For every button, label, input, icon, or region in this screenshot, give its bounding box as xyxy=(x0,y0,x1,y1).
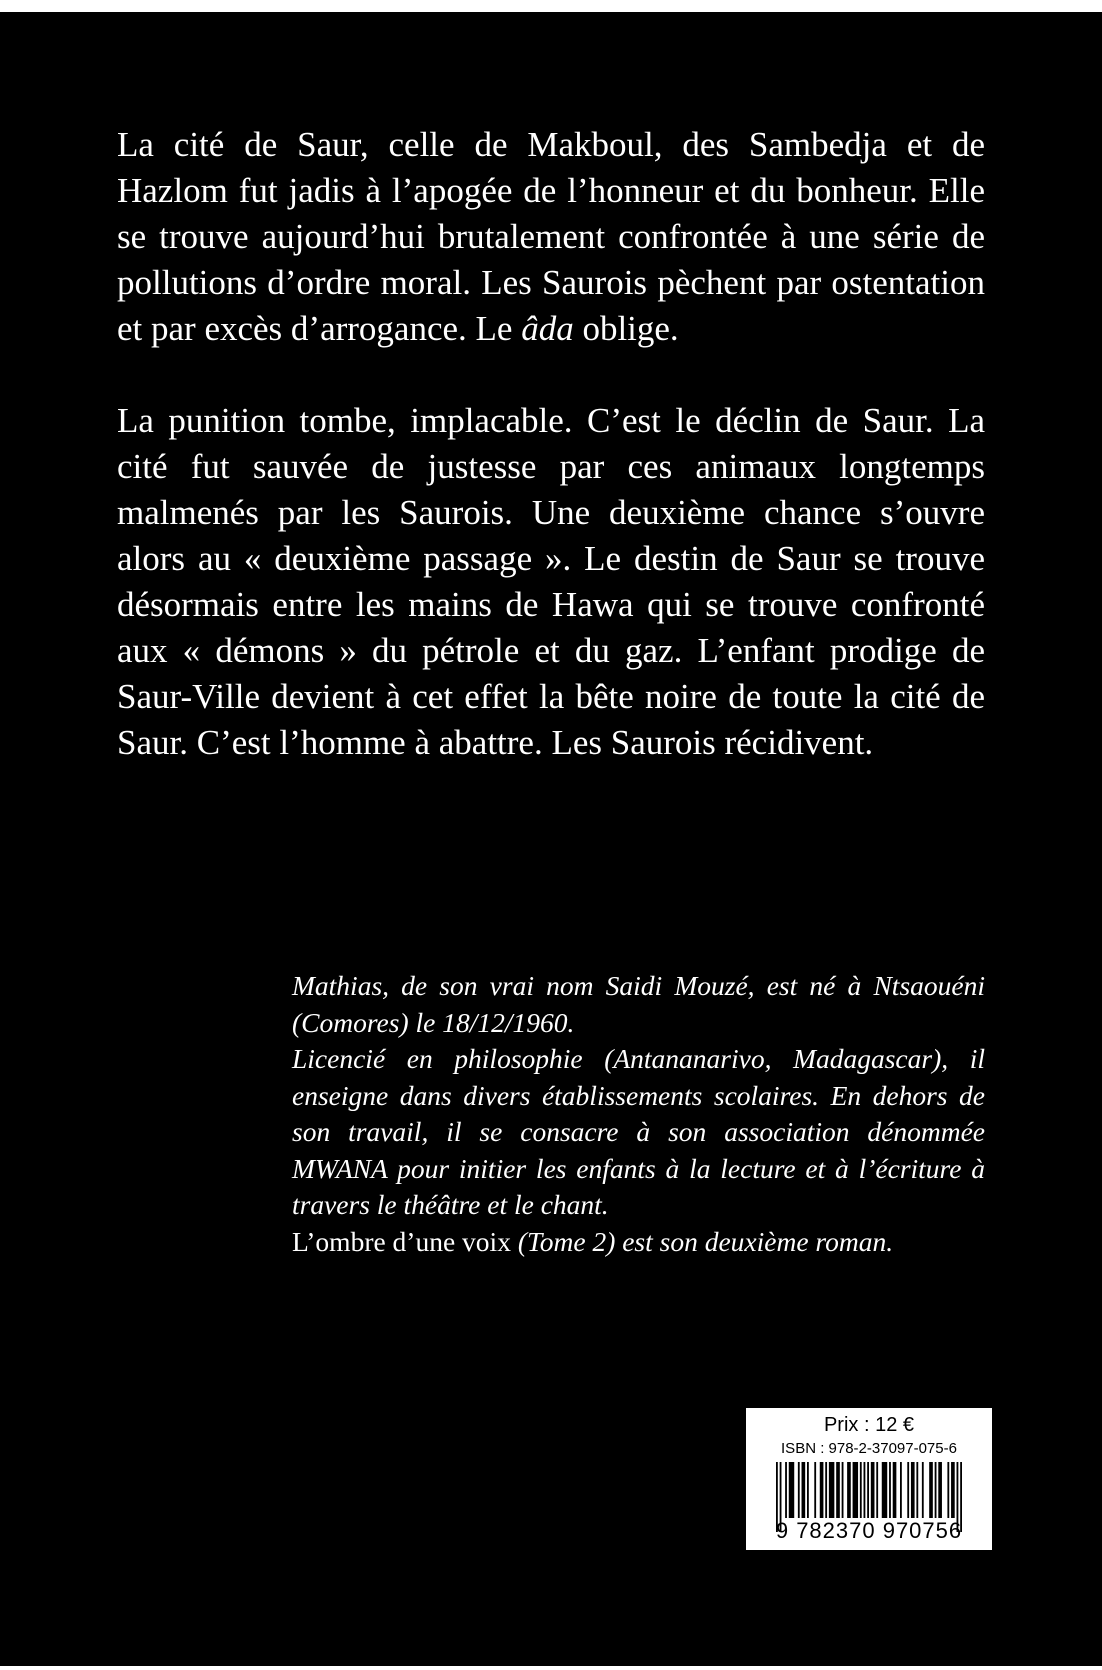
barcode-bar xyxy=(798,1462,800,1518)
barcode-bar xyxy=(860,1462,862,1518)
barcode-bar xyxy=(882,1462,887,1518)
synopsis-p1-text: La cité de Saur, celle de Makboul, des Sambedja et de Hazlom fut jadis à l’apogée de l’honneur et du bonheur. Elle se trouve aujourd’hui brutalement confrontée à une série de pollutions d’ordre moral. Les Saurois pèchent par ostentation et par excès d’arrogance. Le xyxy=(117,125,985,348)
barcode-bar xyxy=(893,1462,897,1518)
barcode-bar xyxy=(825,1462,827,1518)
price-label: Prix : 12 € xyxy=(823,1414,915,1436)
barcode-bar xyxy=(829,1462,834,1518)
barcode-bar xyxy=(785,1462,787,1518)
author-bio xyxy=(292,968,985,1260)
barcode-bar xyxy=(867,1462,869,1518)
barcode-bar xyxy=(802,1462,806,1518)
barcode-bar xyxy=(853,1462,858,1518)
barcode-bar xyxy=(900,1462,902,1518)
author-bio-career: Licencié en philosophie (Antananarivo, Madagascar), il enseigne dans divers établissements scolaires. En dehors de son travail, il se consacre à son association dénommée MWANA pour initier les enfants à la lecture et à l’écriture à travers le théâtre et le chant. xyxy=(292,1043,985,1220)
barcode-bar xyxy=(871,1462,875,1518)
author-bio-novel xyxy=(292,1224,985,1261)
barcode-digits: 9 782370 970756 xyxy=(775,1518,963,1543)
synopsis-p1-italic-word: âda xyxy=(521,309,574,348)
barcode-bar xyxy=(907,1462,909,1518)
novel-title-rest: (Tome 2) est son deuxième roman. xyxy=(510,1225,894,1257)
barcode-bar xyxy=(938,1462,942,1518)
barcode-bar xyxy=(935,1462,937,1518)
barcode-bar xyxy=(911,1462,915,1518)
barcode-bar xyxy=(922,1462,924,1518)
synopsis xyxy=(117,122,985,766)
barcode-label xyxy=(746,1408,992,1550)
barcode-bar xyxy=(929,1462,933,1518)
synopsis-paragraph-2: La punition tombe, implacable. C’est le déclin de Saur. La cité fut sauvée de justesse par ces animaux longtemps malmenés par les Saurois. Une deuxième chance s’ouvre alors au « deuxième passage ». Le destin de Saur se trouve désormais entre les mains de Hawa qui se trouve confronté aux « démons » du pétrole et du gaz. L’enfant prodige de Saur-Ville devient à cet effet la bête noire de toute la cité de Saur. C’est l’homme à abattre. Les Saurois récidivent. xyxy=(117,401,985,762)
synopsis-p1-end: oblige. xyxy=(573,309,679,348)
barcode-bar xyxy=(916,1462,918,1518)
barcode-bar xyxy=(814,1462,816,1518)
barcode-bar xyxy=(947,1462,949,1518)
barcode-bar xyxy=(836,1462,840,1518)
barcode-bar xyxy=(889,1462,891,1518)
barcode-bar xyxy=(842,1462,844,1518)
synopsis-paragraph-1 xyxy=(117,122,985,352)
barcode-bar xyxy=(876,1462,878,1518)
novel-title: L’ombre d’une voix xyxy=(292,1225,511,1257)
barcode-bar xyxy=(789,1462,794,1518)
barcode-bar xyxy=(820,1462,824,1518)
back-cover xyxy=(0,12,1102,1666)
barcode-bar xyxy=(847,1462,851,1518)
barcode-bar xyxy=(864,1462,866,1518)
barcode-bar xyxy=(951,1462,955,1518)
isbn-label: ISBN : 978-2-37097-075-6 xyxy=(781,1440,957,1457)
author-bio-birth: Mathias, de son vrai nom Saidi Mouzé, est né à Ntsaouéni (Comores) le 18/12/1960. xyxy=(292,970,985,1038)
barcode-bar xyxy=(807,1462,809,1518)
